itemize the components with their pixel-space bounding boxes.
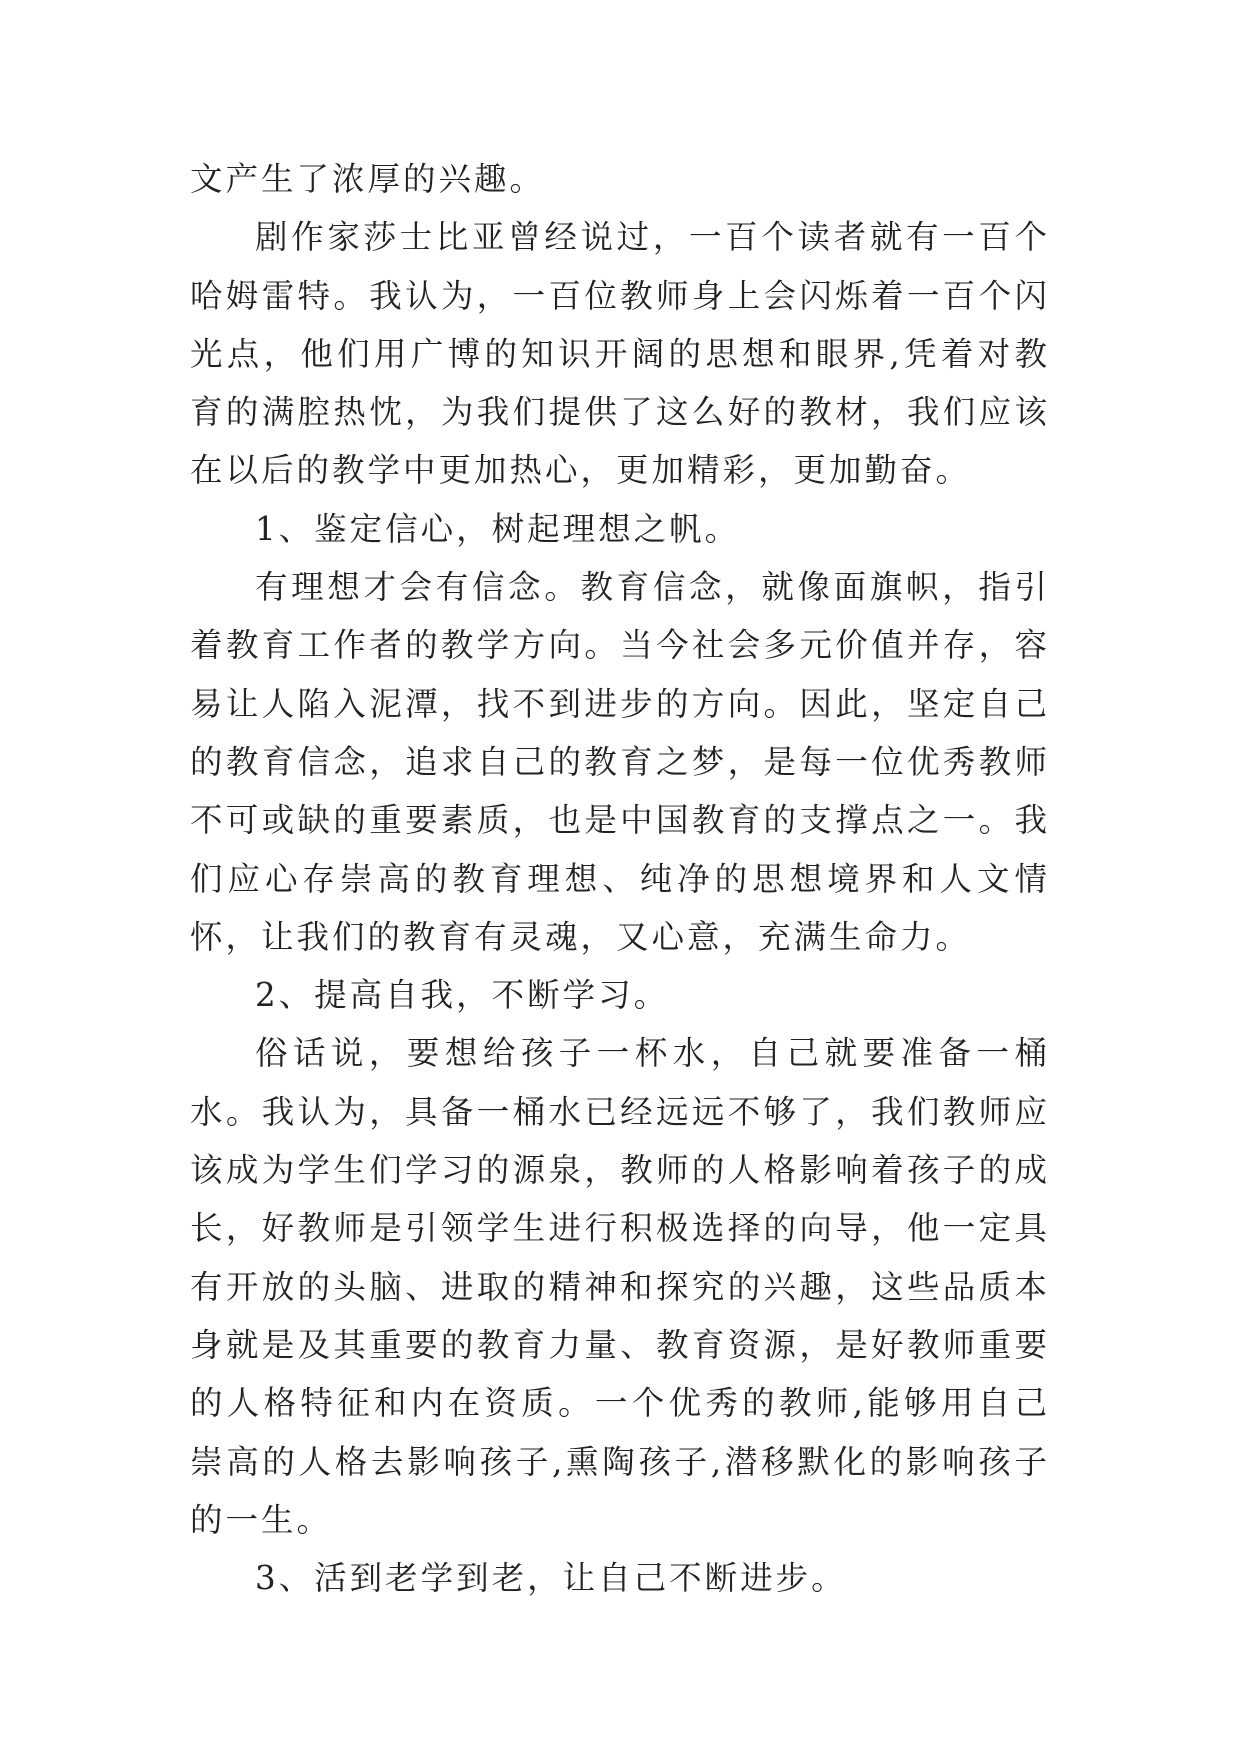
paragraph-shakespeare: 剧作家莎士比亚曾经说过，一百个读者就有一百个哈姆雷特。我认为，一百位教师身上会闪烁着一百个闪光点，他们用广博的知识开阔的思想和眼界,凭着对教育的满腔热忱，为我们提供了这么好的教材，我们应该在以后的教学中更加热心，更加精彩，更加勤奋。 [190, 218, 1050, 490]
heading-point-3: 3、活到老学到老，让自己不断进步。 [255, 1559, 847, 1598]
paragraph-learning: 俗话说，要想给孩子一杯水，自己就要准备一桶水。我认为，具备一桶水已经远远不够了，我们教师应该成为学生们学习的源泉，教师的人格影响着孩子的成长，好教师是引领学生进行积极选择的向导，他一定具有开放的头脑、进取的精神和探究的兴趣，这些品质本身就是及其重要的教育力量、教育资源，是好教师重要的人格特征和内在资质。一个优秀的教师,能够用自己崇高的人格去影响孩子,熏陶孩子,潜移默化的影响孩子的一生。 [190, 1034, 1050, 1539]
heading-point-2: 2、提高自我，不断学习。 [255, 976, 670, 1015]
heading-point-1: 1、鉴定信心，树起理想之帆。 [255, 509, 741, 548]
paragraph-ideals: 有理想才会有信念。教育信念，就像面旗帜，指引着教育工作者的教学方向。当今社会多元价值并存，容易让人陷入泥潭，找不到进步的方向。因此，坚定自己的教育信念，追求自己的教育之梦，是每一位优秀教师不可或缺的重要素质，也是中国教育的支撑点之一。我们应心存崇高的教育理想、纯净的思想境界和人文情怀，让我们的教育有灵魂，又心意，充满生命力。 [190, 568, 1050, 956]
document-body [190, 150, 1050, 1607]
paragraph-continuation: 文产生了浓厚的兴趣。 [190, 160, 546, 198]
